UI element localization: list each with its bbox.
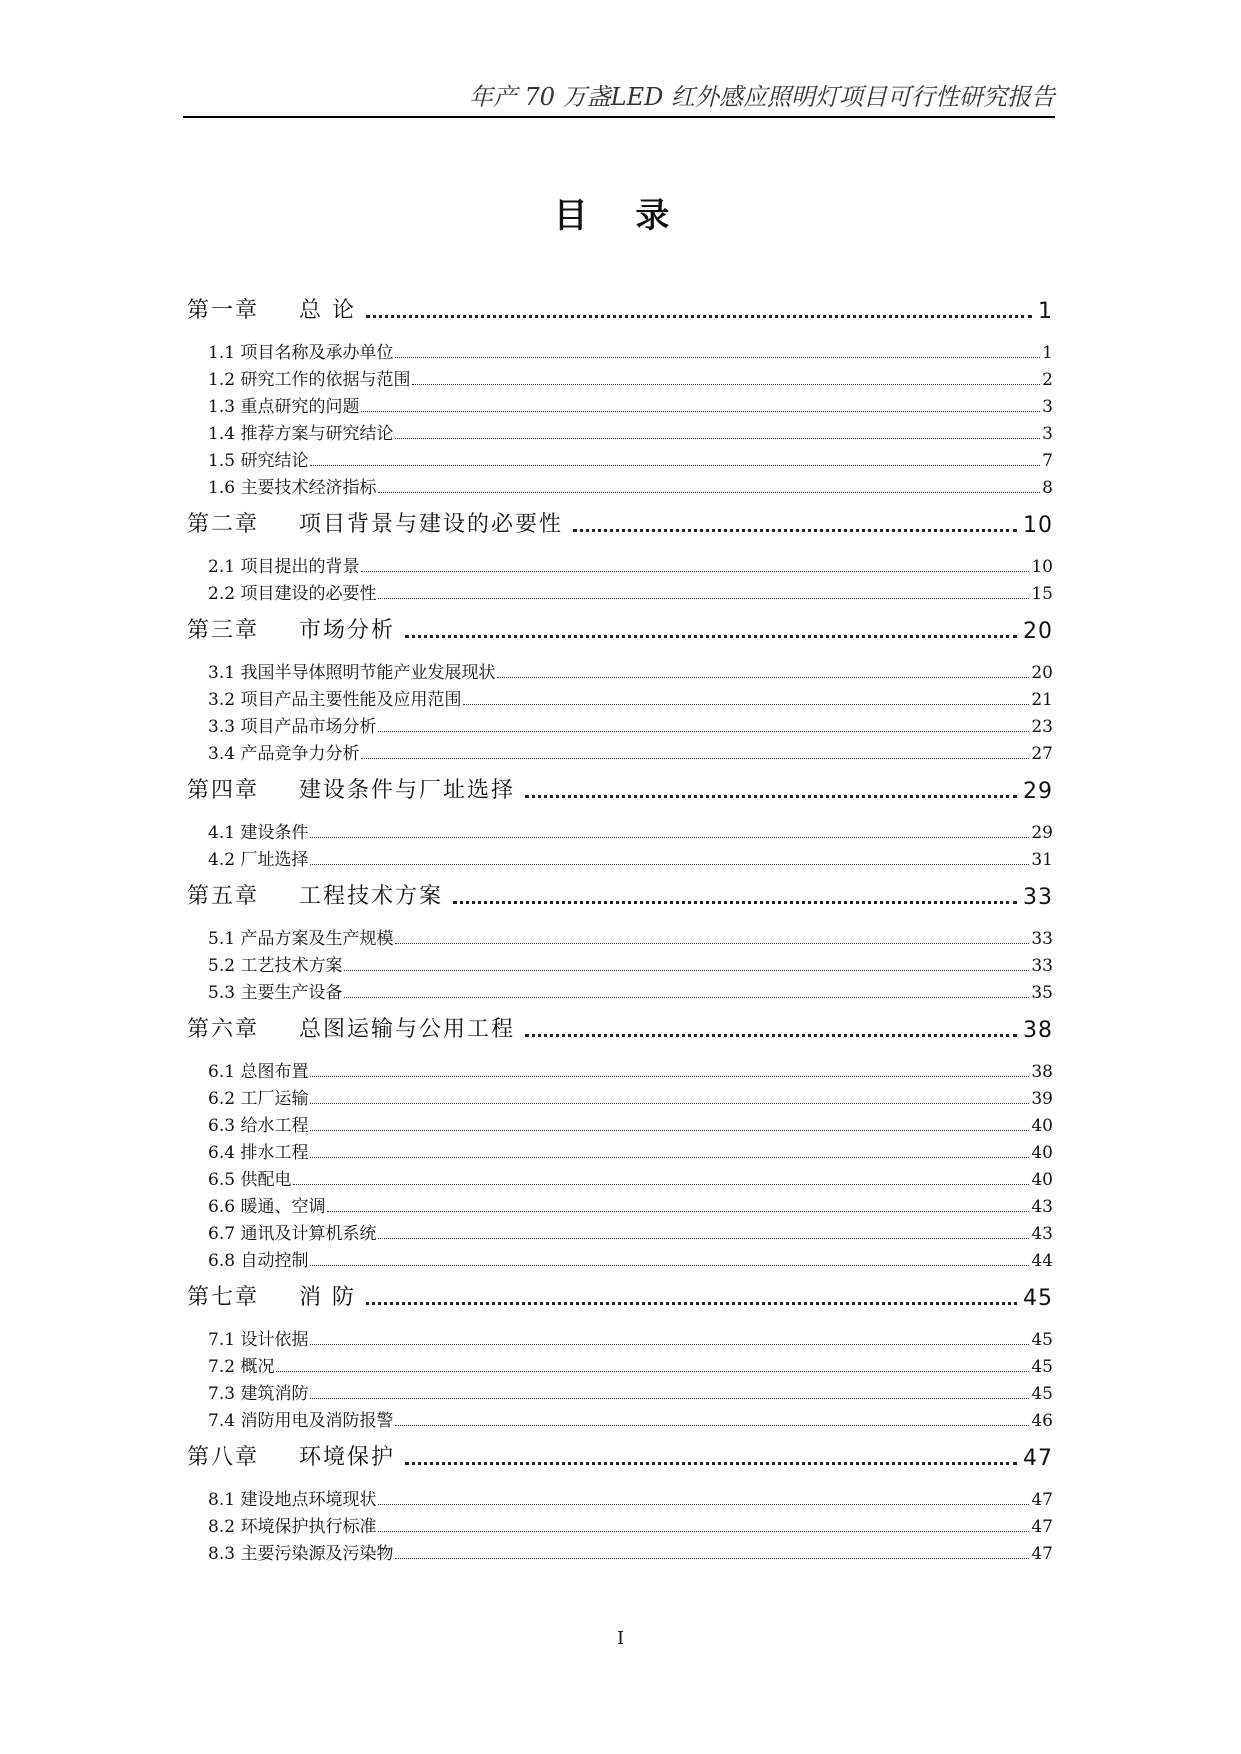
section-page-number: 40: [1031, 1116, 1053, 1136]
section-title: 5.2 工艺技术方案: [208, 956, 343, 976]
section-page-number: 8: [1042, 478, 1053, 498]
dot-leader: [378, 598, 1029, 599]
toc-section-entry[interactable]: [187, 922, 1053, 949]
toc-chapter-entry[interactable]: [187, 876, 1053, 910]
section-page-number: 35: [1031, 983, 1053, 1003]
dot-leader: [412, 384, 1040, 385]
section-title: 4.2 厂址选择: [208, 850, 309, 870]
toc-section-entry[interactable]: [187, 1404, 1053, 1431]
page-number: I: [616, 1628, 625, 1649]
section-title: 7.4 消防用电及消防报警: [208, 1411, 394, 1431]
section-page-number: 47: [1031, 1544, 1053, 1564]
dot-leader: [293, 1184, 1029, 1185]
dot-leader: [310, 837, 1029, 838]
section-page-number: 7: [1042, 451, 1053, 471]
chapter-page-number: 1: [1038, 299, 1053, 324]
section-page-number: 31: [1031, 850, 1053, 870]
toc-section-entry[interactable]: [187, 656, 1053, 683]
dot-leader: [344, 970, 1029, 971]
section-title: 6.2 工厂运输: [208, 1089, 309, 1109]
dot-leader: [378, 1531, 1029, 1532]
section-title: 8.2 环境保护执行标准: [208, 1517, 377, 1537]
chapter-title: 环境保护: [299, 1445, 396, 1470]
section-page-number: 47: [1031, 1517, 1053, 1537]
toc-section-entry[interactable]: [187, 577, 1053, 604]
section-title: 1.4 推荐方案与研究结论: [208, 424, 394, 444]
page-title: 目 录: [553, 196, 688, 236]
chapter-number: 第八章: [187, 1445, 260, 1470]
section-title: 1.5 研究结论: [208, 451, 309, 471]
toc-chapter-entry[interactable]: [187, 1277, 1053, 1311]
toc-section-entry[interactable]: [187, 471, 1053, 498]
toc-section-entry[interactable]: [187, 710, 1053, 737]
dot-leader: [395, 1425, 1029, 1426]
dot-leader: [327, 1211, 1029, 1212]
toc-chapter-entry[interactable]: [187, 290, 1053, 324]
chapter-number: 第四章: [187, 778, 260, 803]
toc-chapter-entry[interactable]: [187, 770, 1053, 804]
toc-section-entry[interactable]: [187, 363, 1053, 390]
chapter-number: 第一章: [187, 298, 260, 323]
section-title: 6.5 供配电: [208, 1170, 292, 1190]
section-title: 6.1 总图布置: [208, 1062, 309, 1082]
dot-leader: [310, 864, 1029, 865]
dot-leader: [276, 1371, 1029, 1372]
chapter-number: 第七章: [187, 1285, 260, 1310]
chapter-title: 消 防: [299, 1285, 356, 1310]
section-page-number: 47: [1031, 1490, 1053, 1510]
chapter-page-number: 20: [1023, 619, 1053, 644]
toc-section-entry[interactable]: [187, 1109, 1053, 1136]
dot-leader: [395, 1558, 1029, 1559]
chapter-page-number: 33: [1023, 885, 1053, 910]
dot-leader: [310, 1076, 1029, 1077]
toc-section-entry[interactable]: [187, 949, 1053, 976]
section-page-number: 39: [1031, 1089, 1053, 1109]
section-page-number: 3: [1042, 424, 1053, 444]
chapter-number: 第二章: [187, 512, 260, 537]
dot-leader: [310, 465, 1040, 466]
header-rule: [183, 116, 1055, 118]
section-title: 1.3 重点研究的问题: [208, 397, 360, 417]
section-page-number: 44: [1031, 1251, 1053, 1271]
dot-leader: [395, 357, 1040, 358]
dot-leader: [366, 1302, 1017, 1305]
section-title: 3.4 产品竞争力分析: [208, 744, 360, 764]
chapter-title: 建设条件与厂址选择: [299, 778, 516, 803]
dot-leader: [463, 704, 1029, 705]
toc-section-entry[interactable]: [187, 976, 1053, 1003]
toc-chapter-entry[interactable]: [187, 504, 1053, 538]
toc-section-entry[interactable]: [187, 1082, 1053, 1109]
section-title: 6.4 排水工程: [208, 1143, 309, 1163]
section-title: 7.2 概况: [208, 1357, 275, 1377]
dot-leader: [361, 758, 1029, 759]
section-page-number: 43: [1031, 1197, 1053, 1217]
chapter-title: 总图运输与公用工程: [299, 1017, 516, 1042]
toc-section-entry[interactable]: [187, 417, 1053, 444]
section-title: 8.1 建设地点环境现状: [208, 1490, 377, 1510]
dot-leader: [525, 795, 1017, 798]
chapter-page-number: 38: [1023, 1018, 1053, 1043]
toc-chapter-entry[interactable]: [187, 1437, 1053, 1471]
chapter-page-number: 45: [1023, 1286, 1053, 1311]
toc-chapter-entry[interactable]: [187, 1009, 1053, 1043]
toc-section-entry[interactable]: [187, 1055, 1053, 1082]
toc-section-entry[interactable]: [187, 1163, 1053, 1190]
dot-leader: [310, 1157, 1029, 1158]
section-title: 4.1 建设条件: [208, 823, 309, 843]
section-page-number: 23: [1031, 717, 1053, 737]
section-title: 1.2 研究工作的依据与范围: [208, 370, 411, 390]
section-page-number: 20: [1031, 663, 1053, 683]
dot-leader: [525, 1034, 1017, 1037]
section-title: 5.3 主要生产设备: [208, 983, 343, 1003]
section-page-number: 38: [1031, 1062, 1053, 1082]
toc-section-entry[interactable]: [187, 550, 1053, 577]
section-title: 1.6 主要技术经济指标: [208, 478, 377, 498]
toc-section-entry[interactable]: [187, 1244, 1053, 1271]
section-title: 3.1 我国半导体照明节能产业发展现状: [208, 663, 496, 683]
dot-leader: [344, 997, 1029, 998]
chapter-page-number: 29: [1023, 779, 1053, 804]
section-title: 6.6 暖通、空调: [208, 1197, 326, 1217]
section-title: 1.1 项目名称及承办单位: [208, 343, 394, 363]
toc-section-entry[interactable]: [187, 1377, 1053, 1404]
dot-leader: [361, 411, 1040, 412]
toc-section-entry[interactable]: [187, 1323, 1053, 1350]
dot-leader: [405, 1462, 1017, 1465]
chapter-title: 总 论: [299, 298, 356, 323]
section-page-number: 45: [1031, 1384, 1053, 1404]
dot-leader: [405, 635, 1017, 638]
section-page-number: 45: [1031, 1330, 1053, 1350]
toc-section-entry[interactable]: [187, 1190, 1053, 1217]
dot-leader: [378, 1504, 1029, 1505]
section-page-number: 33: [1031, 929, 1053, 949]
table-of-contents: [187, 284, 1053, 1564]
section-page-number: 43: [1031, 1224, 1053, 1244]
chapter-number: 第五章: [187, 884, 260, 909]
chapter-page-number: 10: [1023, 513, 1053, 538]
section-page-number: 40: [1031, 1170, 1053, 1190]
toc-section-entry[interactable]: [187, 1537, 1053, 1564]
toc-section-entry[interactable]: [187, 1350, 1053, 1377]
section-page-number: 21: [1031, 690, 1053, 710]
section-title: 7.1 设计依据: [208, 1330, 309, 1350]
chapter-title: 项目背景与建设的必要性: [299, 512, 564, 537]
dot-leader: [378, 492, 1040, 493]
section-page-number: 10: [1031, 557, 1053, 577]
section-page-number: 2: [1042, 370, 1053, 390]
section-title: 7.3 建筑消防: [208, 1384, 309, 1404]
section-title: 2.2 项目建设的必要性: [208, 584, 377, 604]
dot-leader: [395, 438, 1040, 439]
toc-section-entry[interactable]: [187, 1136, 1053, 1163]
dot-leader: [573, 529, 1017, 532]
toc-section-entry[interactable]: [187, 336, 1053, 363]
toc-section-entry[interactable]: [187, 444, 1053, 471]
section-page-number: 29: [1031, 823, 1053, 843]
section-title: 5.1 产品方案及生产规模: [208, 929, 394, 949]
toc-section-entry[interactable]: [187, 683, 1053, 710]
toc-section-entry[interactable]: [187, 1217, 1053, 1244]
toc-section-entry[interactable]: [187, 1510, 1053, 1537]
section-page-number: 46: [1031, 1411, 1053, 1431]
dot-leader: [310, 1265, 1029, 1266]
section-title: 6.8 自动控制: [208, 1251, 309, 1271]
section-page-number: 45: [1031, 1357, 1053, 1377]
dot-leader: [395, 943, 1029, 944]
section-page-number: 27: [1031, 744, 1053, 764]
toc-section-entry[interactable]: [187, 843, 1053, 870]
dot-leader: [366, 315, 1032, 318]
toc-section-entry[interactable]: [187, 1483, 1053, 1510]
section-title: 2.1 项目提出的背景: [208, 557, 360, 577]
dot-leader: [497, 677, 1029, 678]
toc-chapter-entry[interactable]: [187, 610, 1053, 644]
dot-leader: [310, 1344, 1029, 1345]
section-title: 3.2 项目产品主要性能及应用范围: [208, 690, 462, 710]
running-header: 年产 70 万盏LED 红外感应照明灯项目可行性研究报告: [468, 83, 1055, 111]
dot-leader: [361, 571, 1029, 572]
dot-leader: [378, 731, 1029, 732]
toc-section-entry[interactable]: [187, 737, 1053, 764]
toc-section-entry[interactable]: [187, 816, 1053, 843]
dot-leader: [310, 1398, 1029, 1399]
section-title: 8.3 主要污染源及污染物: [208, 1544, 394, 1564]
dot-leader: [310, 1103, 1029, 1104]
section-title: 6.7 通讯及计算机系统: [208, 1224, 377, 1244]
section-page-number: 1: [1042, 343, 1053, 363]
chapter-number: 第三章: [187, 618, 260, 643]
section-page-number: 40: [1031, 1143, 1053, 1163]
dot-leader: [453, 901, 1017, 904]
toc-section-entry[interactable]: [187, 390, 1053, 417]
dot-leader: [378, 1238, 1029, 1239]
chapter-number: 第六章: [187, 1017, 260, 1042]
chapter-title: 市场分析: [299, 618, 396, 643]
section-page-number: 15: [1031, 584, 1053, 604]
chapter-page-number: 47: [1023, 1446, 1053, 1471]
section-title: 3.3 项目产品市场分析: [208, 717, 377, 737]
chapter-title: 工程技术方案: [299, 884, 444, 909]
section-page-number: 33: [1031, 956, 1053, 976]
section-page-number: 3: [1042, 397, 1053, 417]
section-title: 6.3 给水工程: [208, 1116, 309, 1136]
dot-leader: [310, 1130, 1029, 1131]
